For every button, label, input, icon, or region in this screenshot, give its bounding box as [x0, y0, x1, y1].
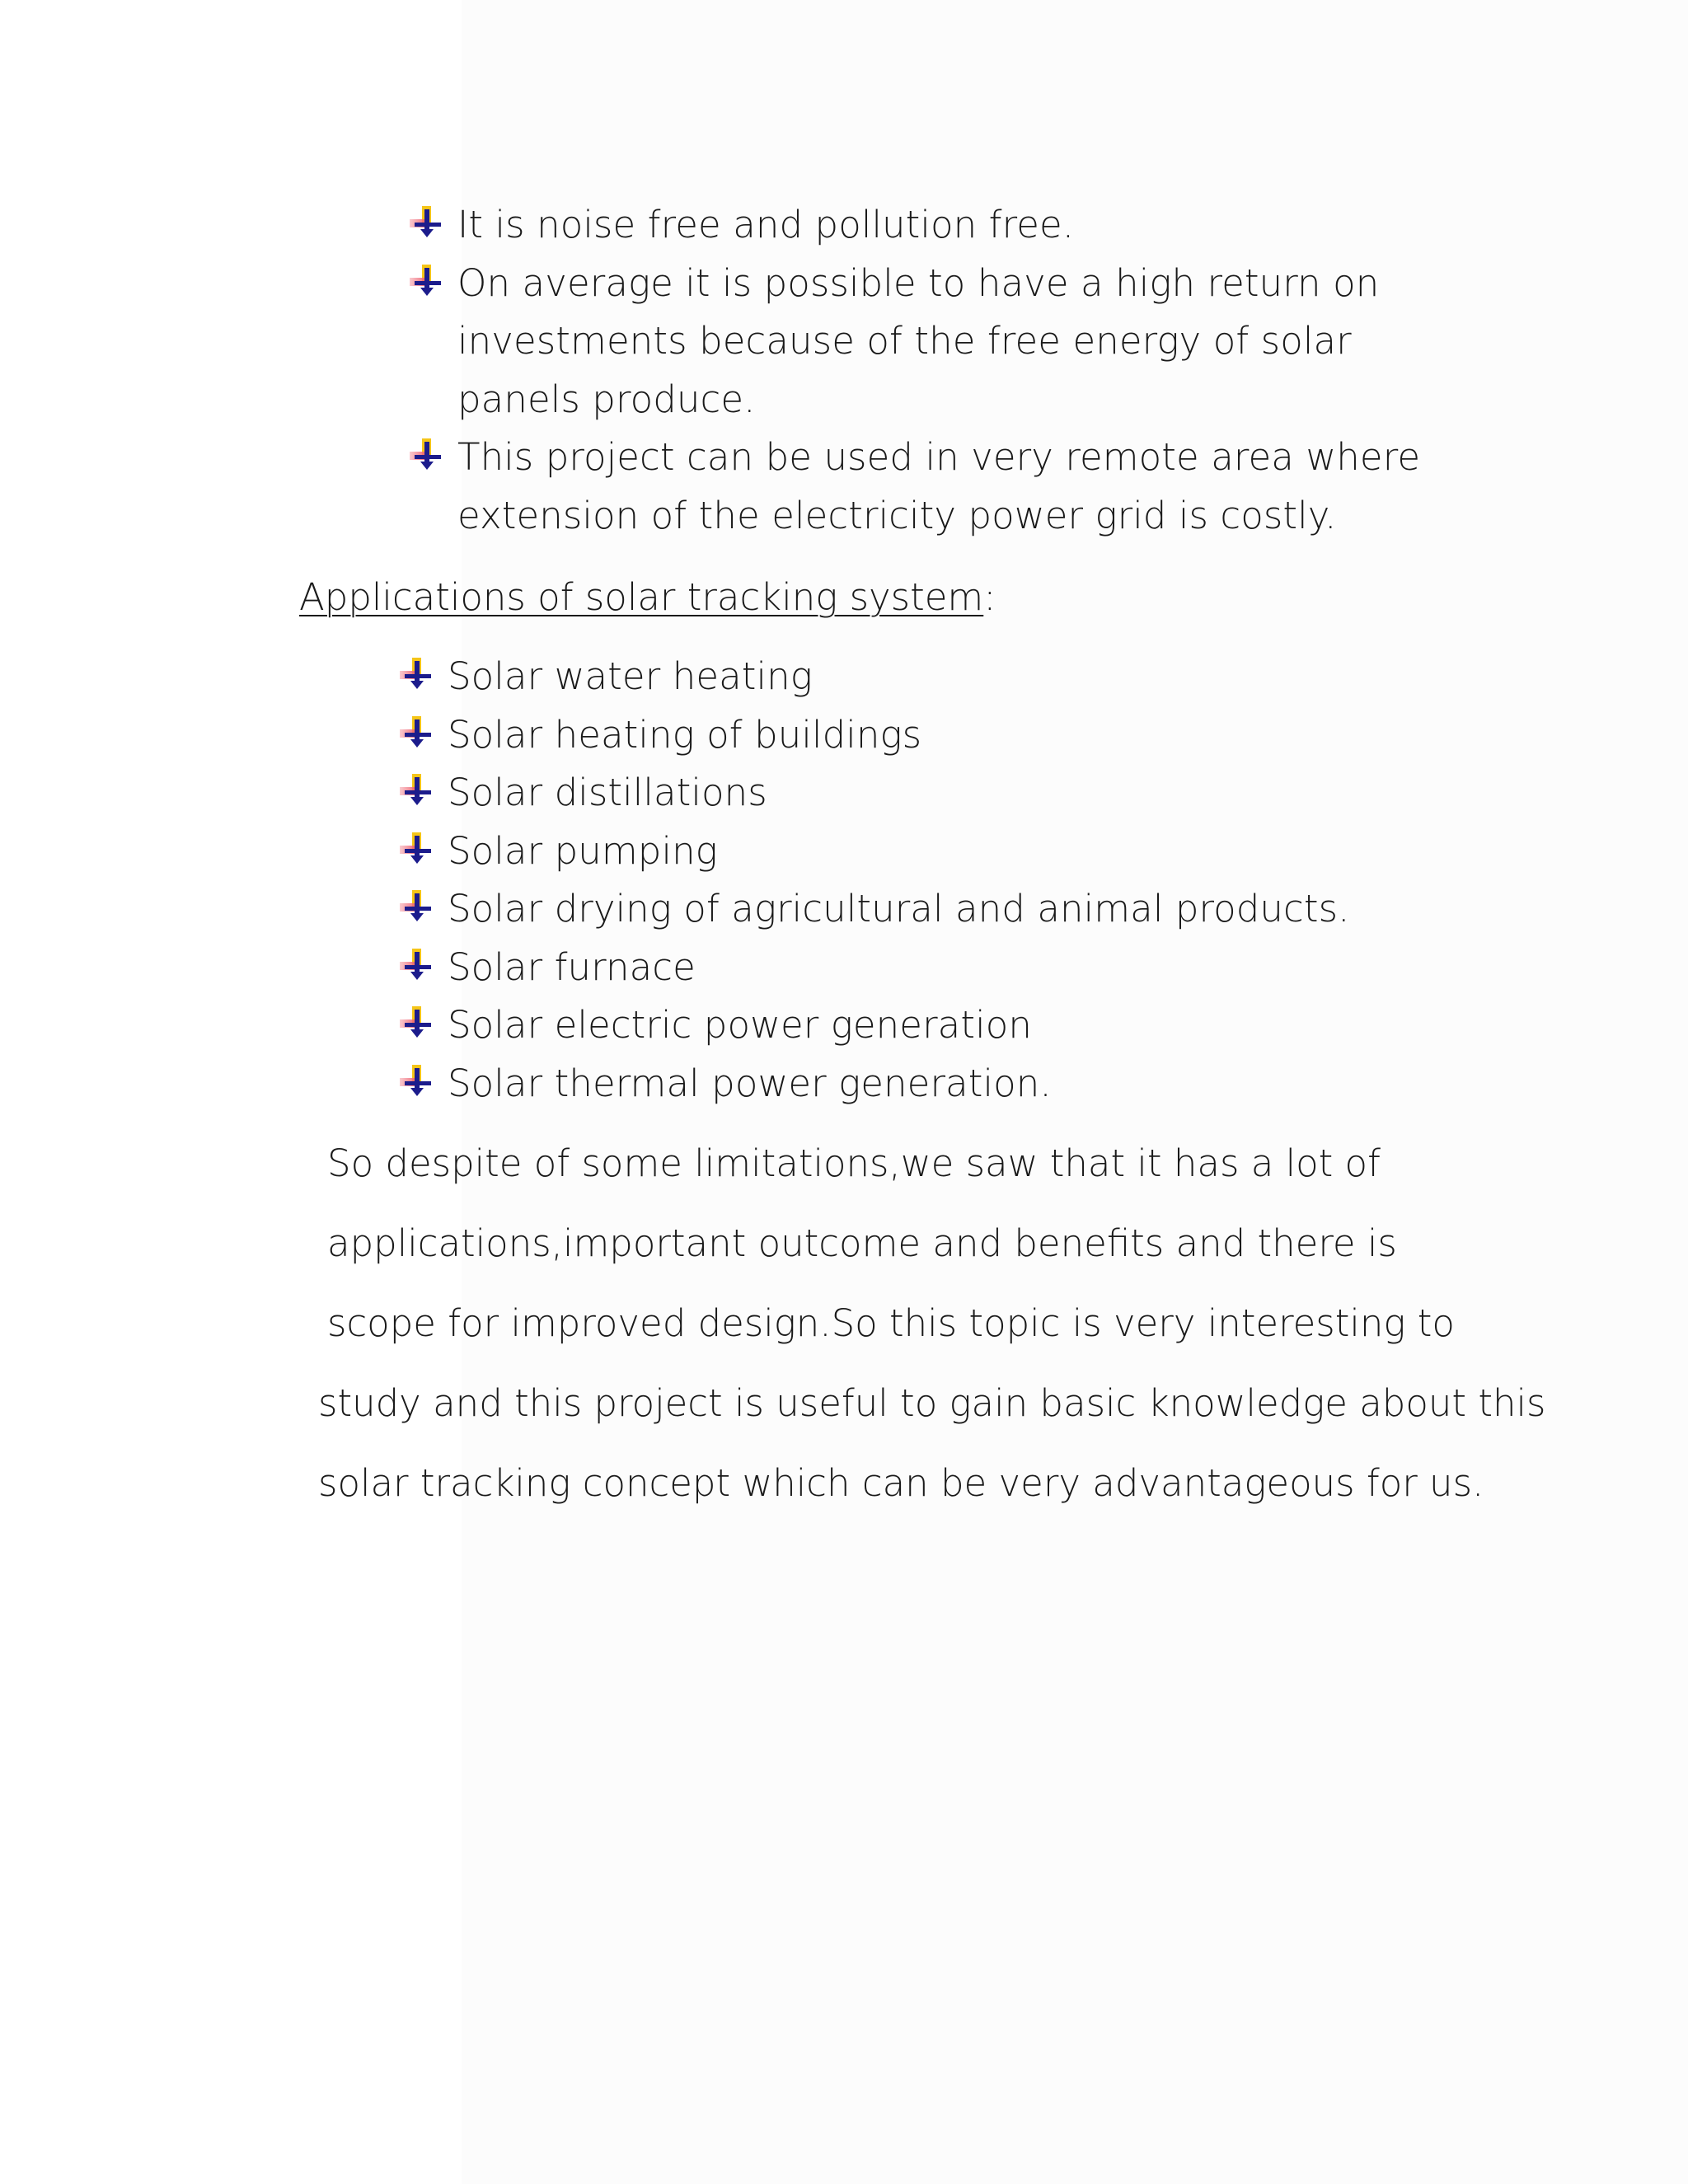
arrow-down-plus-icon: [398, 1005, 436, 1043]
list-item: [448, 939, 1519, 997]
arrow-down-plus-icon: [398, 947, 436, 985]
applications-list: [448, 648, 1519, 1113]
conclusion-line: study and this project is useful to gain basic knowledge about this: [318, 1381, 1546, 1425]
section-heading-suffix: :: [983, 575, 996, 619]
list-item-text: This project can be used in very remote area where extension of the electricity power grid is costly.: [457, 435, 1421, 537]
list-item-text: On average it is possible to have a high return on investments because of the free energy of solar panels produce.: [457, 260, 1380, 421]
list-item-text: Solar heating of buildings: [448, 712, 922, 757]
list-item-text: Solar drying of agricultural and animal products.: [448, 887, 1350, 930]
arrow-down-plus-icon: [408, 204, 446, 242]
list-item: [448, 648, 1519, 706]
arrow-down-plus-icon: [398, 1063, 436, 1101]
list-item-text: Solar electric power generation: [448, 1003, 1032, 1047]
list-item: [448, 706, 1519, 765]
list-item-text: Solar thermal power generation.: [448, 1061, 1052, 1105]
list-item: [448, 996, 1519, 1055]
list-item: [448, 1055, 1519, 1113]
list-item-text: Solar distillations: [448, 771, 767, 814]
section-heading-text: Applications of solar tracking system: [299, 575, 984, 619]
list-item-text: It is noise free and pollution free.: [457, 203, 1075, 246]
list-item: [448, 823, 1519, 881]
list-item-text: Solar water heating: [448, 654, 813, 698]
arrow-down-plus-icon: [398, 831, 436, 869]
list-item: [457, 196, 1447, 255]
arrow-down-plus-icon: [398, 888, 436, 926]
conclusion-line: applications,important outcome and benefits and there is: [327, 1221, 1397, 1265]
list-item-text: Solar pumping: [448, 828, 718, 873]
list-item: [457, 429, 1447, 545]
arrow-down-plus-icon: [408, 263, 446, 301]
advantages-list: [457, 196, 1447, 545]
list-item-text: Solar furnace: [448, 944, 696, 989]
arrow-down-plus-icon: [398, 715, 436, 752]
conclusion-line: So despite of some limitations,we saw that it has a lot of: [327, 1141, 1381, 1185]
conclusion-line: scope for improved design.So this topic is very interesting to: [327, 1301, 1455, 1345]
section-heading: [299, 569, 996, 626]
list-item: [448, 880, 1519, 939]
arrow-down-plus-icon: [408, 437, 446, 475]
arrow-down-plus-icon: [398, 656, 436, 694]
list-item: [457, 255, 1447, 429]
arrow-down-plus-icon: [398, 772, 436, 810]
conclusion-line: solar tracking concept which can be very advantageous for us.: [318, 1461, 1484, 1505]
list-item: [448, 764, 1519, 823]
